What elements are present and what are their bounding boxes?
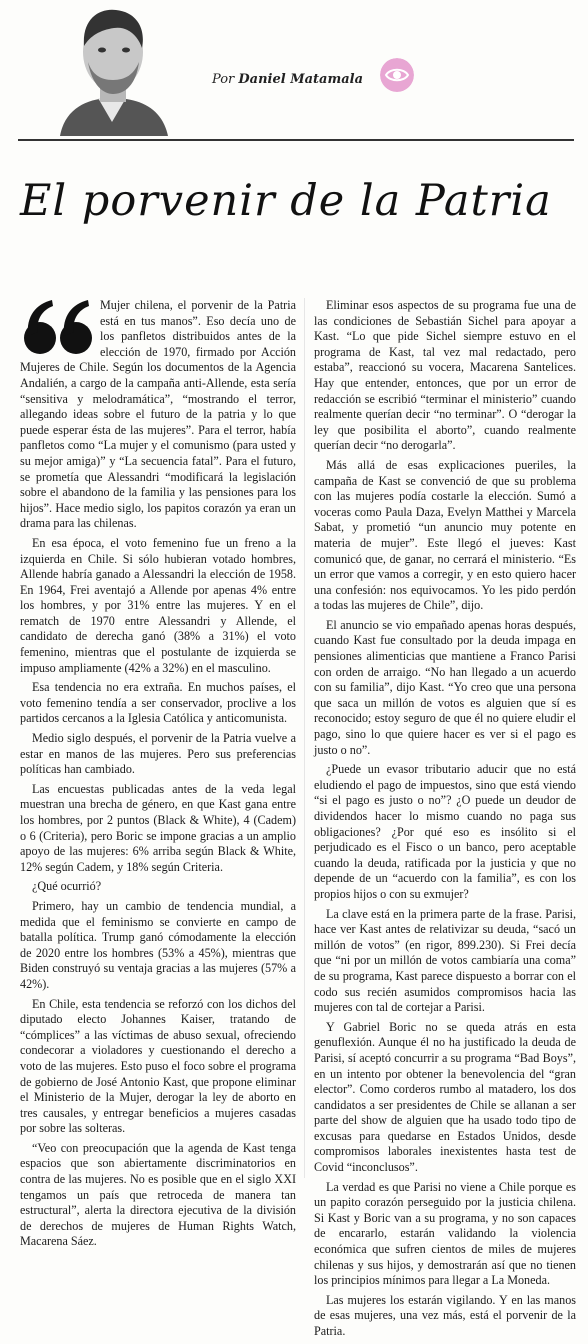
- column-gutter: [304, 298, 305, 1178]
- paragraph: Medio siglo después, el porvenir de la Patria vuelve a estar en manos de las mujeres. Pero sus preferencias políticas han cambiado.: [20, 731, 296, 777]
- paragraph: Esa tendencia no era extraña. En muchos países, el voto femenino tendía a ser conservador, proclive a los partidos cercanos a la Iglesia Católica y anticomunista.: [20, 680, 296, 726]
- paragraph: En esa época, el voto femenino fue un freno a la izquierda en Chile. Si sólo hubieran votado hombres, Allende habría ganado a Alessandri la elección de 1958. En 1964, Frei aventajó a Allende por apenas 4% entre los hombres, y por 31% entre las mujeres. Y en el rematch de 1970 entre Alessandri y Allende, el candidato de derecha ganó (38% a 31%) el voto femenino, mientras que el postulante de izquierda se impuso ampliamente (42% a 32%) en el masculino.: [20, 535, 296, 675]
- author-name: Daniel Matamala: [238, 72, 364, 87]
- article-column-2: [314, 298, 576, 1344]
- paragraph: “Veo con preocupación que la agenda de Kast tenga espacios que son abiertamente discriminatorios en contra de las mujeres. No es posible que en el siglo XXI tengamos un país que retroceda de manera tan estructural”, alerta la directora ejecutiva de la división de derechos de mujeres de Human Rights Watch, Macarena Sáez.: [20, 1140, 296, 1249]
- paragraph: Las encuestas publicadas antes de la veda legal muestran una brecha de género, en que Kast gana entre los hombres, por 2 puntos (Black & White), 4 (Cadem) o 6 (Criteria), pero Boric se impone gracias a un amplio apoyo de las mujeres: 6% arriba según Black & White, 12% según Cadem, y 18% según Criteria.: [20, 781, 296, 874]
- paragraph: El anuncio se vio empañado apenas horas después, cuando Kast fue consultado por la deuda impaga en pensiones alimenticias que mantiene a Franco Parisi con orden de arraigo. “No han llegado a un acuerdo con su familia”, dijo Kast. “Yo creo que una persona que saca un millón de votos es alguien que sí es reconocido; estoy seguro de que él no quiere eludir el pago, sino lo que quiere hacer es ver si el pago es justo o no”.: [314, 617, 576, 757]
- paragraph: Eliminar esos aspectos de su programa fue una de las condiciones de Sebastián Sichel para apoyar a Kast. “Lo que pide Sichel siempre estuvo en el programa de Kast, tal vez mal redactado, pero estaba”, reaccionó su vocera, Macarena Santelices. Hay que entender, entonces, que por un error de redacción se escribió “terminar el ministerio” cuando realmente querían decir “no terminar”. O “derogar la ley que posibilita el aborto”, cuando realmente querían decir “no derogarla”.: [314, 298, 576, 453]
- paragraph: ¿Puede un evasor tributario aducir que no está eludiendo el pago de impuestos, sino que está viendo “si el pago es justo o no”? ¿O puede un deudor de dividendos hacer lo mismo cuando no paga sus obligaciones? ¿Por qué eso es insólito si el perjudicado es el Fisco o un banco, pero aceptable cuando la deuda, ratificada por la justicia y que no depende de un “acuerdo con la familia”, es con los propios hijos o con su exmujer?: [314, 762, 576, 901]
- quote-mark-icon: [20, 298, 100, 356]
- paragraph: La clave está en la primera parte de la frase. Parisi, hace ver Kast antes de relativizar su deuda, “sacó un millón de votos” (en rigor, 899.230). Si Frei decía que “ni por un millón de votos cambiaría una coma” de su programa, Kast parece dispuesto a borrar con el codo sus recién asumidos compromisos hacia las mujeres con tal de cortejar a Parisi.: [314, 906, 576, 1015]
- article-header: [0, 0, 588, 140]
- paragraph: La verdad es que Parisi no viene a Chile porque es un papito corazón perseguido por la justicia chilena. Si Kast y Boric van a su programa, y no son capaces de encararlo, estarán validando la violencia económica que sufren cientos de miles de mujeres chilenas y sus hijos, y demostrarán así que no tienen los principios mínimos para llegar a La Moneda.: [314, 1179, 576, 1288]
- article-column-1: [20, 298, 296, 1254]
- paragraph: ¿Qué ocurrió?: [32, 879, 102, 894]
- paragraph: Mujer chilena, el porvenir de la Patria está en tus manos”. Eso decía uno de los panfletos distribuidos antes de la elección de 1970, firmado por Acción Mujeres de Chile. Según los documentos de la Agencia Andalién, a cargo de la campaña anti-Allende, esta sería “sensitiva y melodramática”, “mostrando el terror, allegando ideas sobre el futuro de la patria y lo que puede esperar ésta de las mujeres”. Para el terror, había panfletos como “La mujer y el comunismo (para usted y su mejor amiga)” y “La secuencia fatal”. Para el futuro, se prometía que Alessandri “modificará la legislación sobre el abandono de la familia y las pensiones para los hijos”. Hace medio siglo, los papitos corazón ya eran un drama para las chilenas.: [20, 298, 296, 531]
- paragraph: Primero, hay un cambio de tendencia mundial, a medida que el feminismo se convierte en campo de batalla política. Trump ganó cómodamente la elección de 2020 entre los hombres (53% a 45%), mientras que Biden construyó su ventaja gracias a las mujeres (57% a 42%).: [20, 898, 296, 991]
- byline-prefix: Por: [212, 72, 235, 87]
- paragraph: En Chile, esta tendencia se reforzó con los dichos del diputado electo Johannes Kaiser, tratando de “cómplices” a las víctimas de abuso sexual, ofreciendo condecorar a violadores y cuestionando el derecho a voto de las mujeres. Esto puso el foco sobre el programa de gobierno de José Antonio Kast, que propone eliminar el Ministerio de la Mujer, derogar la ley de aborto en tres causales, y entregar beneficios a mujeres casadas por sobre las solteras.: [20, 996, 296, 1136]
- author-portrait: [40, 0, 186, 136]
- eye-icon: [380, 58, 414, 92]
- header-divider: [18, 139, 574, 141]
- byline: [212, 72, 363, 87]
- paragraph: Las mujeres los estarán vigilando. Y en las manos de esas mujeres, una vez más, está el porvenir de la Patria.: [314, 1292, 576, 1338]
- paragraph: Más allá de esas explicaciones pueriles, la campaña de Kast se convenció de que su problema con las mujeres podía costarle la elección. Sumó a voceras como Paula Daza, Evelyn Matthei y Marcela Sabat, y prometió “un anuncio muy potente en materia de mujer”. Este llegó el jueves: Kast comunicó que, de ganar, no cerrará el ministerio. “Es un error que vamos a corregir, y en esto quiero hacer una confesión: nos equivocamos. Yo les pido perdón a todas las mujeres de Chile”, dijo.: [314, 457, 576, 613]
- article-title: El porvenir de la Patria: [20, 176, 552, 226]
- paragraph: Y Gabriel Boric no se queda atrás en esta genuflexión. Aunque él no ha justificado la deuda de Parisi, sí aceptó concurrir a su programa “Bad Boys”, en un intento por obtener la benevolencia del “gran elector”. Como corderos rumbo al matadero, los dos candidatos a ser presidentes de Chile se allanan a ser parte del show de alguien que ha usado todo tipo de excusas para quedarse en Estados Unidos, desde compromisos laborales inexistentes hasta test de Covid “inconclusos”.: [314, 1019, 576, 1175]
